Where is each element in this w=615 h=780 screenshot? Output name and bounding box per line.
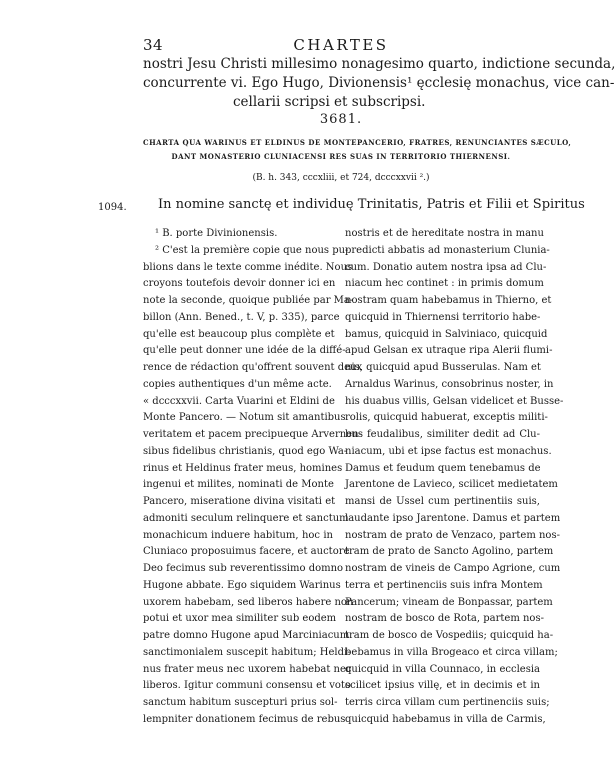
- footnote-line: quicquid habebamus in villa de Carmis,: [345, 713, 546, 725]
- footnote-line: « dcccxxvii. Carta Vuarini et Eldini de: [143, 395, 335, 407]
- footnote-line: ¹ B. porte Divinionensis.: [155, 228, 278, 239]
- charter-number: 3681.: [319, 112, 363, 127]
- footnote-line: nostram de prato de Venzaco, partem nos-: [345, 529, 560, 541]
- footnote-line: tram de bosco de Vospediis; quicquid ha-: [345, 630, 554, 641]
- footnote-column: [143, 226, 363, 729]
- footnote-line: Hugone abbate. Ego siquidem Warinus: [143, 579, 341, 591]
- footnote-line: Monte Pancero. — Notum sit amantibus: [143, 412, 346, 424]
- footnote-line: monachicum induere habitum, hoc in: [143, 529, 333, 541]
- footnote-line: nis, quicquid apud Busserulas. Nam et: [345, 362, 541, 373]
- footnote-line: Arnaldus Warinus, consobrinus noster, in: [345, 378, 554, 390]
- footnote-line: potui et uxor mea similiter sub eodem: [143, 613, 337, 625]
- footnote-line: qu'elle est beaucoup plus complète et: [143, 328, 335, 340]
- footnote-line: predicti abbatis ad monasterium Clunia-: [345, 244, 550, 256]
- footnote-line: niacum hec continet : in primis domum: [345, 278, 544, 290]
- footnote-line: Jarentone de Lavieco, scilicet medietatem: [345, 479, 558, 491]
- footnote-line: apud Gelsan ex utraque ripa Alerii flumi-: [345, 345, 553, 357]
- footnote-line: laudante ipso Jarentone. Damus et partem: [345, 512, 561, 524]
- footnote-line: rolis, quicquid habuerat, exceptis militi-: [345, 412, 548, 424]
- footnote-line: rinus et Heldinus frater meus, homines: [143, 462, 343, 474]
- footnote-line: uxorem habebam, sed liberos habere non: [143, 596, 354, 608]
- footnote-line: bebamus in villa Brogeaco et circa villam;: [345, 646, 558, 658]
- footnote-line: ingenui et milites, nominati de Monte: [143, 479, 334, 491]
- footnote-line: cum. Donatio autem nostra ipsa ad Clu-: [345, 261, 547, 273]
- footnote-line: qu'elle peut donner une idée de la diffé-: [143, 345, 346, 357]
- footnote-line: terris circa villam cum pertinenciis suis;: [345, 697, 550, 708]
- footnote-line: patre domno Hugone apud Marciniacum: [143, 630, 350, 641]
- footnote-line: niacum, ubi et ipse factus est monachus.: [345, 445, 552, 457]
- footnote-line: nus frater meus nec uxorem habebat nec: [143, 663, 352, 675]
- footnote-line: Deo fecimus sub reverentissimo domno: [143, 563, 344, 574]
- invocation-line: In nomine sanctę et individuę Trinitatis, Patris et Filii et Spiritus: [158, 197, 585, 212]
- footnote-line: ² C'est la première copie que nous pu-: [155, 244, 349, 256]
- footnote-line: quicquid in villa Counnaco, in ecclesia: [345, 663, 540, 675]
- charter-title-line: CHARTA QUA WARINUS ET ELDINUS DE MONTEPANCERIO, FRATRES, RENUNCIANTES SÆCULO,: [143, 138, 572, 147]
- footnote-line: croyons toutefois devoir donner ici en: [143, 278, 336, 290]
- footnote-line: scilicet ipsius villę, et in decimis et in: [345, 680, 540, 692]
- text-line: cellarii scripsi et subscripsi.: [233, 94, 426, 110]
- page-header: [143, 36, 539, 56]
- intro-paragraph: [143, 55, 615, 112]
- footnote-line: Cluniaco proposuimus facere, et auctore: [143, 546, 350, 558]
- footnote-line: note la seconde, quoique publiée par Ma-: [143, 295, 354, 306]
- footnote-line: mansi de Ussel cum pertinentiis suis,: [345, 496, 540, 507]
- footnote-line: Damus et feudum quem tenebamus de: [345, 462, 541, 474]
- footnote-line: bus feudalibus, similiter dedit ad Clu-: [345, 429, 540, 440]
- running-title: CHARTES: [293, 36, 389, 54]
- footnote-line: Pancerum; vineam de Bonpassar, partem: [345, 596, 553, 608]
- footnote-line: terra et pertinenciis suis infra Montem: [345, 579, 543, 591]
- footnote-line: nostram de bosco de Rota, partem nos-: [345, 613, 544, 625]
- footnote-column-right: [345, 226, 564, 729]
- charter-title: [143, 136, 572, 164]
- footnote-line: his duabus villis, Gelsan videlicet et Busse-: [345, 395, 564, 407]
- footnote-line: sibus fidelibus christianis, quod ego Wa-: [143, 445, 348, 457]
- footnote-line: liberos. Igitur communi consensu et voto: [143, 680, 351, 692]
- footnote-line: admoniti seculum relinquere et sanctum: [143, 512, 349, 524]
- charter-reference: (B. h. 343, cccxliii, et 724, dcccxxvii ².): [252, 173, 430, 183]
- page-number: 34: [143, 36, 164, 54]
- footnote-line: tram de prato de Sancto Agolino, partem: [345, 546, 554, 558]
- footnote-line: nostris et de hereditate nostra in manu: [345, 228, 544, 239]
- footnote-line: copies authentiques d'un même acte.: [143, 378, 332, 390]
- charter-title-line: DANT MONASTERIO CLUNIACENSI RES SUAS IN TERRITORIO THIERNENSI.: [171, 152, 511, 161]
- footnote-line: sanctimonialem suscepit habitum; Heldi-: [143, 646, 351, 658]
- footnote-line: lempniter donationem fecimus de rebus: [143, 713, 346, 725]
- footnote-line: sanctum habitum suscepturi prius sol-: [143, 697, 338, 708]
- footnote-line: veritatem et pacem precipueque Arvernen-: [143, 429, 362, 440]
- footnote-line: billon (Ann. Bened., t. V, p. 335), parce: [143, 311, 340, 323]
- margin-year: 1094.: [98, 202, 127, 213]
- footnote-line: blions dans le texte comme inédite. Nous: [143, 261, 353, 273]
- text-line: concurrente vi. Ego Hugo, Divionensis¹ ęcclesię monachus, vice can-: [143, 75, 615, 91]
- text-line: nostri Jesu Christi millesimo nonagesimo quarto, indictione secunda,: [143, 56, 615, 72]
- footnote-line: nostram de vineis de Campo Agrione, cum: [345, 563, 561, 574]
- footnote-line: bamus, quicquid in Salviniaco, quicquid: [345, 328, 548, 340]
- footnote-line: nostram quam habebamus in Thierno, et: [345, 295, 552, 306]
- footnote-line: Pancero, miseratione divina visitati et: [143, 496, 336, 507]
- footnote-line: quicquid in Thiernensi territorio habe-: [345, 311, 541, 323]
- footnote-line: rence de rédaction qu'offrent souvent deux: [143, 362, 363, 373]
